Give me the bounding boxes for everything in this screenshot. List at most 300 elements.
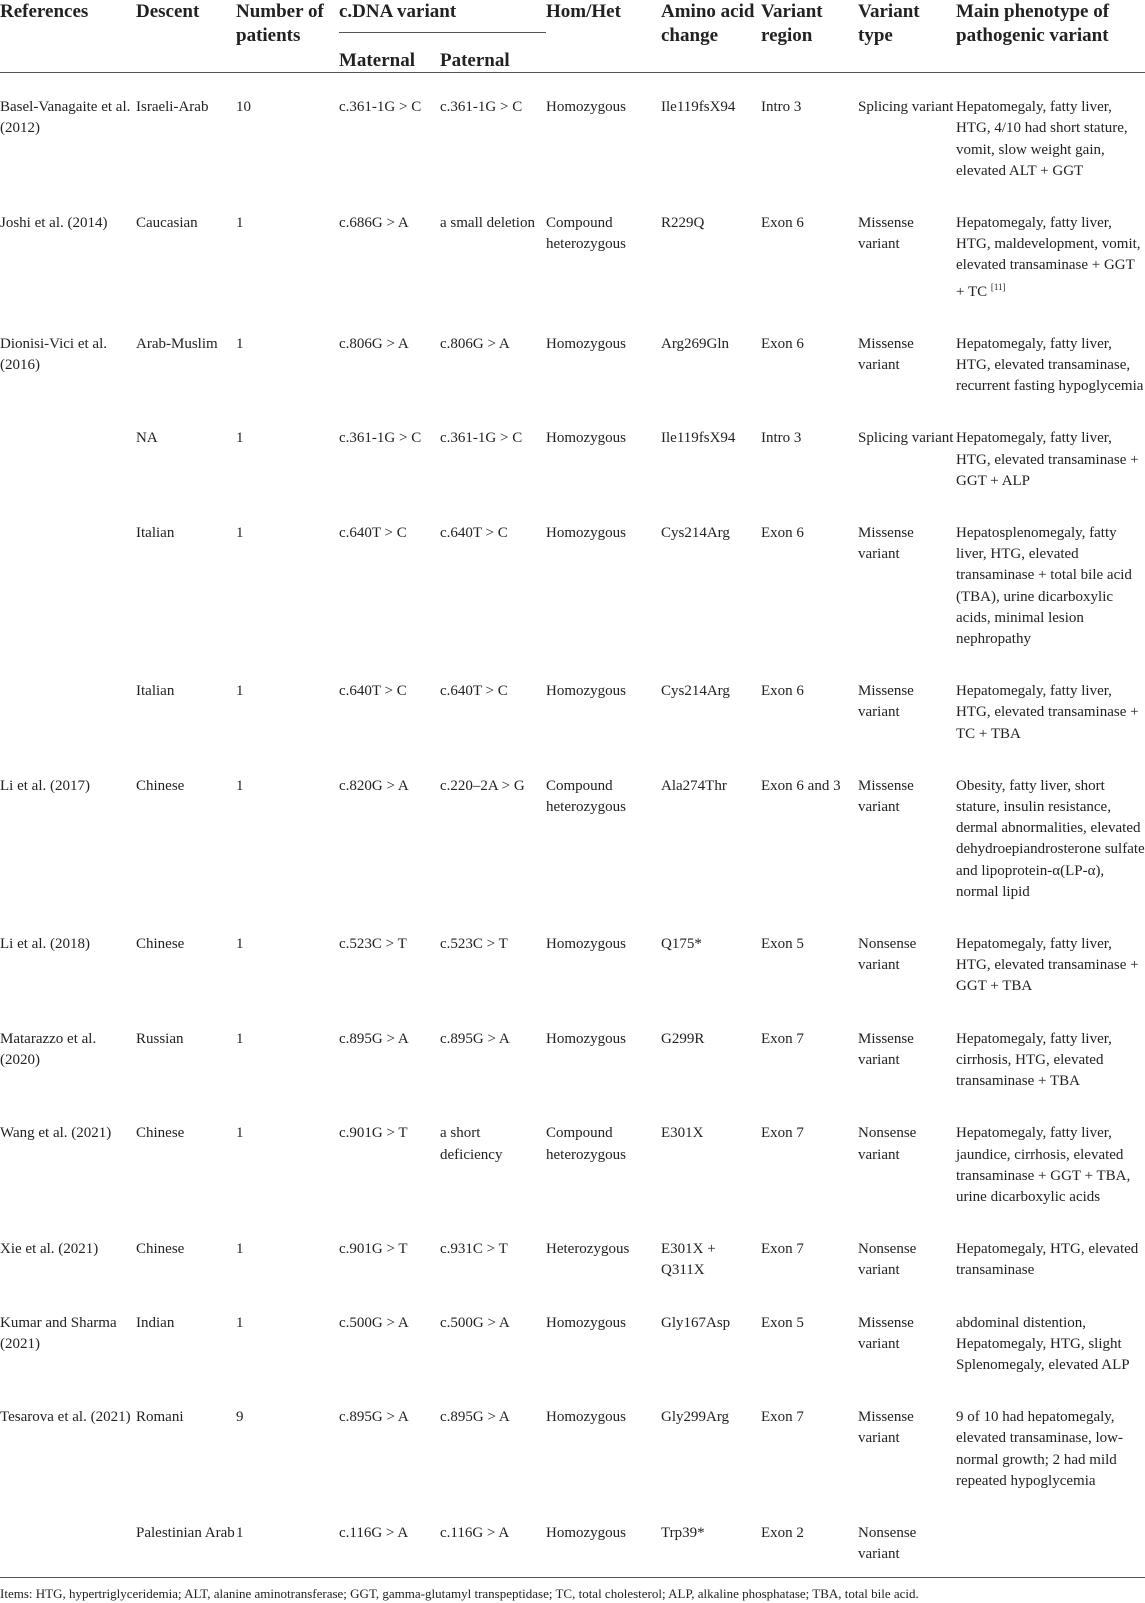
cell-maternal (339, 190, 440, 311)
cell-text: 1 (236, 1241, 244, 1258)
cell-text: Li et al. (2017) (0, 777, 90, 794)
cell-patients (236, 911, 339, 1006)
cell-text: Tesarova et al. (2021) (0, 1409, 131, 1426)
cell-descent (136, 1500, 236, 1573)
cell-reference (0, 753, 136, 911)
table-row (0, 658, 1145, 753)
cell-paternal (440, 1006, 546, 1101)
cell-text: c.220–2A > G (440, 777, 525, 794)
cell-reference (0, 1216, 136, 1289)
cell-text: 1 (236, 936, 244, 953)
cell-variant-type (858, 753, 956, 911)
cell-text: Italian (136, 683, 175, 700)
cell-text: Dionisi-Vici et al. (2016) (0, 335, 107, 374)
cell-reference (0, 1384, 136, 1500)
cell-amino-acid (661, 190, 761, 311)
cell-text: Basel-Vanagaite et al. (2012) (0, 99, 131, 137)
cell-reference (0, 190, 136, 311)
table-row (0, 405, 1145, 500)
header-paternal: Paternal (440, 32, 546, 73)
cell-text: a short deficiency (440, 1125, 503, 1163)
cell-text: 1 (236, 1030, 244, 1047)
cell-descent (136, 1006, 236, 1101)
cell-text: Hepatomegaly, fatty liver, HTG, 4/10 had short stature, vomit, slow weight gain, elevated ALT + GGT (956, 99, 1128, 179)
cell-text: Nonsense variant (858, 936, 917, 974)
cell-text: Romani (136, 1409, 184, 1426)
cell-text: Homozygous (546, 1030, 626, 1047)
cell-descent (136, 311, 236, 406)
table-row (0, 311, 1145, 406)
cell-hom-het (546, 311, 661, 406)
header-hom-het: Hom/Het (546, 1, 621, 22)
cell-text: Wang et al. (2021) (0, 1125, 112, 1142)
cell-amino-acid (661, 405, 761, 500)
cell-variant-type (858, 405, 956, 500)
cell-text: 1 (236, 683, 244, 700)
cell-variant-region (761, 311, 858, 406)
table-header (0, 0, 1145, 73)
cell-text: Splicing variant (858, 430, 954, 447)
cell-text: Exon 6 (761, 215, 804, 231)
cell-reference (0, 73, 136, 190)
cell-text: Hepatosplenomegaly, fatty liver, HTG, elevated transaminase + total bile acid (TBA), urine dicarboxylic acids, minimal lesion nephropathy (956, 525, 1132, 648)
cell-text: Li et al. (2018) (0, 936, 90, 953)
cell-text: Exon 6 and 3 (761, 777, 841, 794)
cell-text: c.116G > A (440, 1524, 510, 1541)
cell-patients (236, 73, 339, 190)
cell-text: Heterozygous (546, 1241, 630, 1258)
cell-patients (236, 311, 339, 406)
header-descent: Descent (136, 1, 200, 22)
cell-text: Homozygous (546, 936, 626, 953)
cell-hom-het (546, 1100, 661, 1216)
cell-text: R229Q (661, 215, 705, 231)
cell-paternal (440, 1216, 546, 1289)
cell-variant-type (858, 1100, 956, 1216)
cell-variant-region (761, 1290, 858, 1385)
header-phenotype: Main phenotype of pathogenic variant (956, 1, 1110, 46)
cell-text: Compound heterozygous (546, 1125, 626, 1163)
cell-variant-region (761, 500, 858, 658)
cell-maternal (339, 73, 440, 190)
cell-phenotype (956, 405, 1145, 500)
cell-descent (136, 1216, 236, 1289)
cell-amino-acid (661, 1290, 761, 1385)
cell-text: Homozygous (546, 99, 626, 116)
table-row (0, 911, 1145, 1006)
cell-variant-type (858, 1216, 956, 1289)
cell-patients (236, 500, 339, 658)
cell-text: Missense variant (858, 1314, 914, 1352)
header-maternal: Maternal (339, 32, 440, 73)
cell-text: abdominal distention, Hepatomegaly, HTG, slight Splenomegaly, elevated ALP (956, 1314, 1130, 1373)
cell-variant-type (858, 911, 956, 1006)
cell-text: Missense variant (858, 777, 914, 816)
cell-text: c.500G > A (339, 1314, 409, 1331)
cell-text: Nonsense variant (858, 1524, 917, 1563)
cell-hom-het (546, 500, 661, 658)
cell-patients (236, 1100, 339, 1216)
cell-text: Gly167Asp (661, 1314, 731, 1331)
cell-text: Exon 7 (761, 1241, 804, 1258)
cell-phenotype (956, 1500, 1145, 1573)
cell-variant-region (761, 1006, 858, 1101)
cell-text: Arg269Gln (661, 335, 730, 352)
cell-patients (236, 1216, 339, 1289)
cell-text: Intro 3 (761, 99, 802, 116)
cell-text: 1 (236, 1524, 244, 1541)
cell-text: Q175* (661, 936, 702, 953)
table-body (0, 73, 1145, 1574)
cell-phenotype (956, 73, 1145, 190)
cell-text: c.361-1G > C (440, 430, 523, 447)
cell-maternal (339, 658, 440, 753)
cell-text: c.686G > A (339, 215, 409, 231)
cell-patients (236, 1500, 339, 1573)
cell-text: c.361-1G > C (339, 99, 422, 116)
header-cdna-variant: c.DNA variant (339, 1, 457, 22)
cell-phenotype (956, 1100, 1145, 1216)
citation-superscript: [11] (990, 281, 1006, 292)
cell-text: Missense variant (858, 215, 914, 253)
table-row (0, 1100, 1145, 1216)
cell-phenotype (956, 658, 1145, 753)
cell-text: 9 of 10 had hepatomegaly, elevated transaminase, low-normal growth; 2 had mild repeated hypoglycemia (956, 1409, 1124, 1489)
cell-text: Homozygous (546, 1314, 626, 1331)
cell-descent (136, 405, 236, 500)
cell-maternal (339, 311, 440, 406)
cell-maternal (339, 500, 440, 658)
cell-text: 1 (236, 1314, 244, 1331)
cell-text: Arab-Muslim (136, 335, 218, 352)
cell-text: Cys214Arg (661, 525, 730, 542)
cell-variant-region (761, 1100, 858, 1216)
cell-variant-type (858, 1006, 956, 1101)
table-row (0, 500, 1145, 658)
table-row (0, 190, 1145, 311)
cell-hom-het (546, 405, 661, 500)
cell-text: c.895G > A (440, 1030, 510, 1047)
cell-reference (0, 405, 136, 500)
cell-paternal (440, 500, 546, 658)
cell-text: Homozygous (546, 525, 626, 542)
cell-text: Homozygous (546, 430, 626, 447)
header-variant-type: Variant type (858, 1, 920, 46)
cell-variant-region (761, 1384, 858, 1500)
cell-paternal (440, 1500, 546, 1573)
cell-phenotype (956, 1216, 1145, 1289)
cell-variant-type (858, 1290, 956, 1385)
cell-patients (236, 190, 339, 311)
cell-text: 9 (236, 1409, 244, 1426)
cell-reference (0, 1006, 136, 1101)
table-footnote: Items: HTG, hypertriglyceridemia; ALT, alanine aminotransferase; GGT, gamma-glutamyl transpeptidase; TC, total cholesterol; ALP, alkaline phosphatase; TBA, total bile acid. (0, 1577, 1145, 1603)
cell-phenotype (956, 753, 1145, 911)
cell-text: c.895G > A (339, 1409, 409, 1426)
table-row (0, 1216, 1145, 1289)
cell-maternal (339, 1006, 440, 1101)
cell-variant-region (761, 911, 858, 1006)
cell-text: c.806G > A (339, 335, 409, 352)
cell-text: Exon 5 (761, 936, 804, 953)
cell-paternal (440, 73, 546, 190)
cell-amino-acid (661, 73, 761, 190)
cell-paternal (440, 1384, 546, 1500)
cell-amino-acid (661, 1500, 761, 1573)
cell-descent (136, 190, 236, 311)
cell-descent (136, 753, 236, 911)
cell-phenotype (956, 1290, 1145, 1385)
cell-hom-het (546, 73, 661, 190)
cell-phenotype (956, 1006, 1145, 1101)
cell-maternal (339, 1216, 440, 1289)
cell-text: Chinese (136, 936, 185, 953)
cell-reference (0, 658, 136, 753)
table-row (0, 1500, 1145, 1573)
cell-text: Missense variant (858, 335, 914, 374)
cell-amino-acid (661, 1216, 761, 1289)
cell-text: Hepatomegaly, fatty liver, HTG, elevated transaminase + GGT + ALP (956, 430, 1139, 489)
cell-text: a small deletion (440, 215, 535, 231)
cell-hom-het (546, 1216, 661, 1289)
cell-patients (236, 1006, 339, 1101)
header-variant-region: Variant region (761, 1, 823, 46)
cell-hom-het (546, 658, 661, 753)
cell-text: Missense variant (858, 683, 914, 721)
cell-paternal (440, 190, 546, 311)
cell-text: Homozygous (546, 1409, 626, 1426)
cell-amino-acid (661, 1100, 761, 1216)
cell-text: Compound heterozygous (546, 777, 626, 816)
cell-amino-acid (661, 753, 761, 911)
cell-text: Xie et al. (2021) (0, 1241, 99, 1258)
cell-text: Exon 7 (761, 1030, 804, 1047)
cell-text: Hepatomegaly, fatty liver, jaundice, cirrhosis, elevated transaminase + GGT + TBA, urine dicarboxylic acids (956, 1125, 1131, 1205)
cell-reference (0, 911, 136, 1006)
cell-text: c.895G > A (440, 1409, 510, 1426)
cell-text: 1 (236, 777, 244, 794)
cell-amino-acid (661, 1384, 761, 1500)
cell-variant-type (858, 73, 956, 190)
cell-text: Exon 7 (761, 1125, 804, 1142)
cell-text: c.901G > T (339, 1241, 408, 1258)
cell-hom-het (546, 1290, 661, 1385)
cell-text: Exon 7 (761, 1409, 804, 1426)
cell-patients (236, 405, 339, 500)
cell-text: Hepatomegaly, fatty liver, HTG, elevated transaminase + TC + TBA (956, 683, 1139, 742)
cell-descent (136, 1100, 236, 1216)
header-patients: Number of patients (236, 1, 324, 46)
cell-text: Cys214Arg (661, 683, 730, 700)
cell-maternal (339, 911, 440, 1006)
cell-amino-acid (661, 311, 761, 406)
cell-text: Joshi et al. (2014) (0, 215, 108, 231)
cell-variant-region (761, 73, 858, 190)
cell-text: Nonsense variant (858, 1125, 917, 1163)
cell-variant-region (761, 405, 858, 500)
cell-maternal (339, 1290, 440, 1385)
cell-hom-het (546, 911, 661, 1006)
cell-text: c.361-1G > C (339, 430, 422, 447)
cell-phenotype (956, 500, 1145, 658)
cell-patients (236, 658, 339, 753)
cell-text: c.523C > T (339, 936, 407, 953)
cell-amino-acid (661, 1006, 761, 1101)
cell-text: Intro 3 (761, 430, 802, 447)
cell-maternal (339, 753, 440, 911)
cell-text: Kumar and Sharma (2021) (0, 1314, 117, 1352)
cell-text: Exon 2 (761, 1524, 804, 1541)
cell-patients (236, 753, 339, 911)
cell-text: Chinese (136, 1125, 185, 1142)
cell-text: Hepatomegaly, HTG, elevated transaminase (956, 1241, 1139, 1279)
cell-text: Ala274Thr (661, 777, 727, 794)
cell-descent (136, 500, 236, 658)
cell-text: Trp39* (661, 1524, 705, 1541)
cell-paternal (440, 405, 546, 500)
cell-descent (136, 1384, 236, 1500)
cell-maternal (339, 405, 440, 500)
cell-reference (0, 311, 136, 406)
cell-text: Hepatomegaly, fatty liver, HTG, elevated transaminase + GGT + TBA (956, 936, 1139, 995)
cell-text: c.820G > A (339, 777, 409, 794)
cell-text: Hepatomegaly, fatty liver, HTG, maldevelopment, vomit, elevated transaminase + GGT + TC (956, 215, 1141, 300)
cell-text: Indian (136, 1314, 175, 1331)
cell-phenotype (956, 1384, 1145, 1500)
cell-phenotype (956, 911, 1145, 1006)
header-amino-acid: Amino acid change (661, 1, 755, 46)
table-row (0, 1006, 1145, 1101)
cell-variant-region (761, 1500, 858, 1573)
cell-variant-type (858, 311, 956, 406)
cell-paternal (440, 311, 546, 406)
cell-text: Ile119fsX94 (661, 99, 736, 116)
cell-patients (236, 1290, 339, 1385)
cell-text: Homozygous (546, 1524, 626, 1541)
cell-hom-het (546, 1006, 661, 1101)
cell-text: 1 (236, 525, 244, 542)
cell-text: Missense variant (858, 1030, 914, 1068)
cell-text: E301X (661, 1125, 704, 1142)
cell-descent (136, 658, 236, 753)
cell-maternal (339, 1100, 440, 1216)
cell-text: Nonsense variant (858, 1241, 917, 1279)
cell-reference (0, 500, 136, 658)
cell-text: Ile119fsX94 (661, 430, 736, 447)
cell-text: Israeli-Arab (136, 99, 209, 116)
cell-reference (0, 1290, 136, 1385)
cell-text: G299R (661, 1030, 705, 1047)
cell-reference (0, 1500, 136, 1573)
cell-hom-het (546, 1500, 661, 1573)
cell-variant-region (761, 658, 858, 753)
cell-variant-type (858, 1384, 956, 1500)
cell-text: 1 (236, 215, 244, 231)
cell-text: Chinese (136, 1241, 185, 1258)
cell-hom-het (546, 1384, 661, 1500)
cell-text: Missense variant (858, 525, 914, 563)
cell-text: Hepatomegaly, fatty liver, HTG, elevated transaminase, recurrent fasting hypoglycemia (956, 335, 1144, 395)
cell-text: c.640T > C (339, 525, 407, 542)
cell-text: E301X + Q311X (661, 1241, 716, 1279)
cell-variant-type (858, 190, 956, 311)
cell-text: Palestinian Arab (136, 1524, 235, 1541)
cell-text: c.806G > A (440, 335, 510, 352)
cell-variant-type (858, 1500, 956, 1573)
table-row (0, 1384, 1145, 1500)
cell-text: Exon 6 (761, 683, 804, 700)
cell-text: Splicing variant (858, 99, 954, 116)
table-row (0, 73, 1145, 190)
cell-variant-region (761, 753, 858, 911)
cell-variant-region (761, 190, 858, 311)
cell-variant-type (858, 500, 956, 658)
cell-paternal (440, 753, 546, 911)
cell-amino-acid (661, 658, 761, 753)
cell-text: Chinese (136, 777, 185, 794)
table-row (0, 1290, 1145, 1385)
cell-maternal (339, 1384, 440, 1500)
cell-text: c.640T > C (339, 683, 407, 700)
cell-text: c.116G > A (339, 1524, 409, 1541)
cell-text: Caucasian (136, 215, 198, 231)
cell-paternal (440, 911, 546, 1006)
cell-patients (236, 1384, 339, 1500)
cell-phenotype (956, 311, 1145, 406)
cell-text: 1 (236, 335, 244, 352)
cell-descent (136, 73, 236, 190)
cell-text: 10 (236, 99, 251, 116)
cell-text: Homozygous (546, 335, 626, 352)
cell-text: Matarazzo et al. (2020) (0, 1030, 97, 1068)
cell-reference (0, 1100, 136, 1216)
cell-text: Italian (136, 525, 175, 542)
cell-phenotype (956, 190, 1145, 311)
cell-amino-acid (661, 911, 761, 1006)
cell-variant-type (858, 658, 956, 753)
cell-amino-acid (661, 500, 761, 658)
cell-text: Obesity, fatty liver, short stature, insulin resistance, dermal abnormalities, elevated dehydroepiandrosterone sulfate and lipoprotein-α(LP-α), normal lipid (956, 777, 1145, 900)
cell-text: Missense variant (858, 1409, 914, 1447)
cell-text: c.361-1G > C (440, 99, 523, 116)
cell-text: c.500G > A (440, 1314, 510, 1331)
cell-paternal (440, 658, 546, 753)
cell-text: 1 (236, 1125, 244, 1142)
cell-descent (136, 1290, 236, 1385)
header-references: References (0, 1, 89, 22)
cell-text: Homozygous (546, 683, 626, 700)
cell-maternal (339, 1500, 440, 1573)
cell-text: c.901G > T (339, 1125, 408, 1142)
cell-paternal (440, 1100, 546, 1216)
cell-text: Exon 6 (761, 525, 804, 542)
cell-text: Russian (136, 1030, 184, 1047)
cell-descent (136, 911, 236, 1006)
cell-text: c.523C > T (440, 936, 508, 953)
cell-text: c.895G > A (339, 1030, 409, 1047)
cell-text: c.640T > C (440, 683, 508, 700)
cell-variant-region (761, 1216, 858, 1289)
cell-text: Compound heterozygous (546, 215, 626, 253)
cell-text: Exon 5 (761, 1314, 804, 1331)
cell-text: Gly299Arg (661, 1409, 730, 1426)
cell-hom-het (546, 753, 661, 911)
cell-hom-het (546, 190, 661, 311)
cell-text: 1 (236, 430, 244, 447)
cell-text: c.640T > C (440, 525, 508, 542)
table-row (0, 753, 1145, 911)
cell-text: Exon 6 (761, 335, 804, 352)
